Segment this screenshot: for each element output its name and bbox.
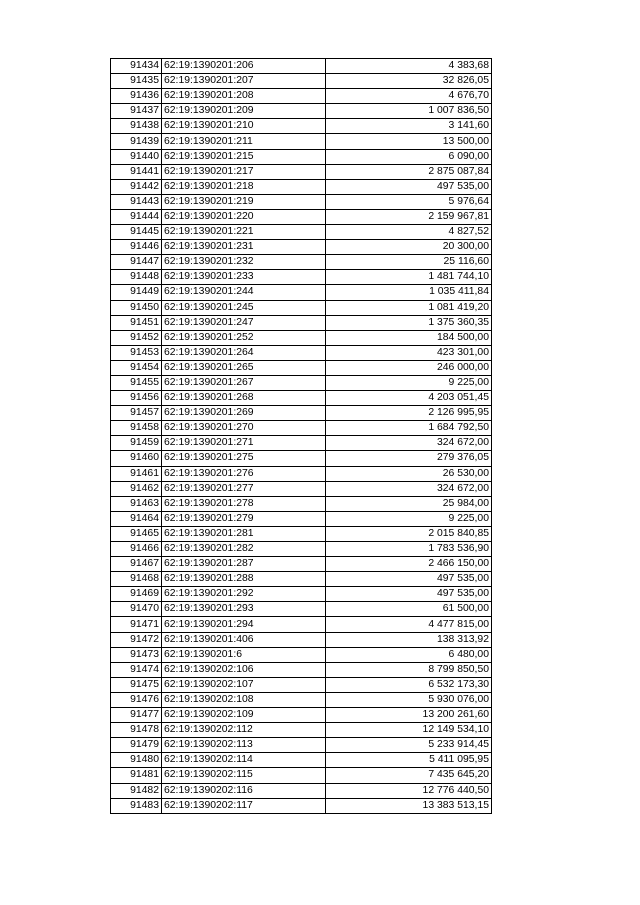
- table-row: [111, 240, 492, 255]
- table-row: [111, 738, 492, 753]
- cadastral-value-cell: 25 116,60: [326, 255, 492, 270]
- row-number-cell: 91446: [111, 240, 162, 255]
- table-row: [111, 194, 492, 209]
- cadastral-value-cell: 6 090,00: [326, 149, 492, 164]
- table-row: [111, 375, 492, 390]
- row-number-cell: 91477: [111, 708, 162, 723]
- table-row: [111, 647, 492, 662]
- table-row: [111, 104, 492, 119]
- row-number-cell: 91453: [111, 345, 162, 360]
- table-row: [111, 526, 492, 541]
- row-number-cell: 91440: [111, 149, 162, 164]
- row-number-cell: 91450: [111, 300, 162, 315]
- table-row: [111, 270, 492, 285]
- cadastral-value-cell: 2 875 087,84: [326, 164, 492, 179]
- cadastral-value-cell: 1 375 360,35: [326, 315, 492, 330]
- row-number-cell: 91456: [111, 391, 162, 406]
- row-number-cell: 91454: [111, 360, 162, 375]
- table-row: [111, 557, 492, 572]
- row-number-cell: 91472: [111, 632, 162, 647]
- table-row: [111, 179, 492, 194]
- cadastral-value-cell: 13 500,00: [326, 134, 492, 149]
- table-row: [111, 59, 492, 74]
- cadastral-value-cell: 5 233 914,45: [326, 738, 492, 753]
- table-row: [111, 542, 492, 557]
- cadastral-value-cell: 1 481 744,10: [326, 270, 492, 285]
- cadastral-number-cell: 62:19:1390201:267: [162, 375, 326, 390]
- cadastral-number-cell: 62:19:1390201:292: [162, 587, 326, 602]
- cadastral-value-cell: 497 535,00: [326, 179, 492, 194]
- cadastral-number-cell: 62:19:1390201:207: [162, 74, 326, 89]
- cadastral-value-cell: 5 411 095,95: [326, 753, 492, 768]
- table-row: [111, 708, 492, 723]
- table-row: [111, 496, 492, 511]
- row-number-cell: 91460: [111, 451, 162, 466]
- cadastral-number-cell: 62:19:1390202:112: [162, 723, 326, 738]
- cadastral-value-cell: 25 984,00: [326, 496, 492, 511]
- cadastral-value-cell: 2 126 995,95: [326, 406, 492, 421]
- row-number-cell: 91457: [111, 406, 162, 421]
- cadastral-number-cell: 62:19:1390201:215: [162, 149, 326, 164]
- cadastral-value-cell: 246 000,00: [326, 360, 492, 375]
- row-number-cell: 91471: [111, 617, 162, 632]
- cadastral-number-cell: 62:19:1390201:279: [162, 511, 326, 526]
- row-number-cell: 91449: [111, 285, 162, 300]
- cadastral-number-cell: 62:19:1390202:107: [162, 677, 326, 692]
- cadastral-value-cell: 2 015 840,85: [326, 526, 492, 541]
- cadastral-value-cell: 8 799 850,50: [326, 662, 492, 677]
- table-row: [111, 119, 492, 134]
- table-row: [111, 315, 492, 330]
- table-row: [111, 572, 492, 587]
- cadastral-number-cell: 62:19:1390201:206: [162, 59, 326, 74]
- cadastral-value-cell: 497 535,00: [326, 572, 492, 587]
- row-number-cell: 91455: [111, 375, 162, 390]
- cadastral-value-cell: 1 035 411,84: [326, 285, 492, 300]
- cadastral-number-cell: 62:19:1390201:270: [162, 421, 326, 436]
- cadastral-number-cell: 62:19:1390201:245: [162, 300, 326, 315]
- row-number-cell: 91464: [111, 511, 162, 526]
- table-row: [111, 632, 492, 647]
- cadastral-value-cell: 5 930 076,00: [326, 692, 492, 707]
- table-row: [111, 677, 492, 692]
- cadastral-value-cell: 497 535,00: [326, 587, 492, 602]
- cadastral-number-cell: 62:19:1390201:231: [162, 240, 326, 255]
- row-number-cell: 91479: [111, 738, 162, 753]
- table-body: [111, 59, 492, 814]
- row-number-cell: 91437: [111, 104, 162, 119]
- cadastral-value-cell: 423 301,00: [326, 345, 492, 360]
- table-row: [111, 255, 492, 270]
- table-row: [111, 360, 492, 375]
- cadastral-number-cell: 62:19:1390201:218: [162, 179, 326, 194]
- row-number-cell: 91436: [111, 89, 162, 104]
- cadastral-value-cell: 6 532 173,30: [326, 677, 492, 692]
- cadastral-number-cell: 62:19:1390201:293: [162, 602, 326, 617]
- cadastral-number-cell: 62:19:1390202:113: [162, 738, 326, 753]
- row-number-cell: 91467: [111, 557, 162, 572]
- row-number-cell: 91482: [111, 783, 162, 798]
- row-number-cell: 91435: [111, 74, 162, 89]
- table-row: [111, 134, 492, 149]
- row-number-cell: 91445: [111, 225, 162, 240]
- cadastral-number-cell: 62:19:1390201:264: [162, 345, 326, 360]
- cadastral-value-cell: 6 480,00: [326, 647, 492, 662]
- cadastral-value-cell: 5 976,64: [326, 194, 492, 209]
- row-number-cell: 91473: [111, 647, 162, 662]
- table-row: [111, 391, 492, 406]
- cadastral-number-cell: 62:19:1390201:208: [162, 89, 326, 104]
- cadastral-number-cell: 62:19:1390201:269: [162, 406, 326, 421]
- cadastral-number-cell: 62:19:1390201:287: [162, 557, 326, 572]
- table-row: [111, 692, 492, 707]
- cadastral-number-cell: 62:19:1390201:281: [162, 526, 326, 541]
- cadastral-value-cell: 13 200 261,60: [326, 708, 492, 723]
- row-number-cell: 91442: [111, 179, 162, 194]
- cadastral-value-cell: 1 684 792,50: [326, 421, 492, 436]
- row-number-cell: 91443: [111, 194, 162, 209]
- cadastral-value-cell: 9 225,00: [326, 375, 492, 390]
- table-row: [111, 723, 492, 738]
- cadastral-number-cell: 62:19:1390201:265: [162, 360, 326, 375]
- cadastral-number-cell: 62:19:1390201:278: [162, 496, 326, 511]
- table-row: [111, 164, 492, 179]
- cadastral-number-cell: 62:19:1390201:406: [162, 632, 326, 647]
- cadastral-value-cell: 1 783 536,90: [326, 542, 492, 557]
- row-number-cell: 91469: [111, 587, 162, 602]
- cadastral-value-cell: 4 477 815,00: [326, 617, 492, 632]
- cadastral-value-cell: 1 007 836,50: [326, 104, 492, 119]
- cadastral-number-cell: 62:19:1390201:221: [162, 225, 326, 240]
- table-row: [111, 602, 492, 617]
- table-row: [111, 768, 492, 783]
- cadastral-number-cell: 62:19:1390201:294: [162, 617, 326, 632]
- table-row: [111, 149, 492, 164]
- row-number-cell: 91452: [111, 330, 162, 345]
- row-number-cell: 91475: [111, 677, 162, 692]
- cadastral-value-cell: 4 203 051,45: [326, 391, 492, 406]
- cadastral-number-cell: 62:19:1390201:217: [162, 164, 326, 179]
- cadastral-number-cell: 62:19:1390202:108: [162, 692, 326, 707]
- cadastral-value-cell: 4 676,70: [326, 89, 492, 104]
- row-number-cell: 91462: [111, 481, 162, 496]
- row-number-cell: 91461: [111, 466, 162, 481]
- table-row: [111, 74, 492, 89]
- cadastral-number-cell: 62:19:1390201:277: [162, 481, 326, 496]
- cadastral-number-cell: 62:19:1390201:268: [162, 391, 326, 406]
- row-number-cell: 91463: [111, 496, 162, 511]
- row-number-cell: 91459: [111, 436, 162, 451]
- row-number-cell: 91478: [111, 723, 162, 738]
- cadastral-value-cell: 324 672,00: [326, 481, 492, 496]
- row-number-cell: 91483: [111, 798, 162, 813]
- cadastral-number-cell: 62:19:1390201:276: [162, 466, 326, 481]
- cadastral-value-cell: 61 500,00: [326, 602, 492, 617]
- cadastral-number-cell: 62:19:1390202:106: [162, 662, 326, 677]
- row-number-cell: 91438: [111, 119, 162, 134]
- cadastral-value-cell: 324 672,00: [326, 436, 492, 451]
- cadastral-number-cell: 62:19:1390202:109: [162, 708, 326, 723]
- cadastral-value-cell: 1 081 419,20: [326, 300, 492, 315]
- row-number-cell: 91474: [111, 662, 162, 677]
- row-number-cell: 91481: [111, 768, 162, 783]
- row-number-cell: 91468: [111, 572, 162, 587]
- row-number-cell: 91470: [111, 602, 162, 617]
- table-row: [111, 662, 492, 677]
- table-row: [111, 285, 492, 300]
- cadastral-value-cell: 9 225,00: [326, 511, 492, 526]
- cadastral-number-cell: 62:19:1390201:6: [162, 647, 326, 662]
- cadastral-value-cell: 32 826,05: [326, 74, 492, 89]
- table-row: [111, 406, 492, 421]
- cadastral-number-cell: 62:19:1390201:219: [162, 194, 326, 209]
- table-row: [111, 753, 492, 768]
- cadastral-number-cell: 62:19:1390201:288: [162, 572, 326, 587]
- row-number-cell: 91476: [111, 692, 162, 707]
- row-number-cell: 91439: [111, 134, 162, 149]
- cadastral-number-cell: 62:19:1390202:117: [162, 798, 326, 813]
- cadastral-value-cell: 138 313,92: [326, 632, 492, 647]
- cadastral-number-cell: 62:19:1390201:232: [162, 255, 326, 270]
- cadastral-number-cell: 62:19:1390201:271: [162, 436, 326, 451]
- table-row: [111, 783, 492, 798]
- cadastral-number-cell: 62:19:1390201:244: [162, 285, 326, 300]
- row-number-cell: 91465: [111, 526, 162, 541]
- row-number-cell: 91448: [111, 270, 162, 285]
- cadastral-value-cell: 20 300,00: [326, 240, 492, 255]
- cadastral-number-cell: 62:19:1390201:209: [162, 104, 326, 119]
- cadastral-value-cell: 184 500,00: [326, 330, 492, 345]
- row-number-cell: 91451: [111, 315, 162, 330]
- table-row: [111, 798, 492, 813]
- table-row: [111, 511, 492, 526]
- table-row: [111, 466, 492, 481]
- table-row: [111, 617, 492, 632]
- cadastral-value-cell: 279 376,05: [326, 451, 492, 466]
- cadastral-value-cell: 12 776 440,50: [326, 783, 492, 798]
- cadastral-number-cell: 62:19:1390202:114: [162, 753, 326, 768]
- cadastral-value-cell: 4 827,52: [326, 225, 492, 240]
- cadastral-number-cell: 62:19:1390202:115: [162, 768, 326, 783]
- table-row: [111, 330, 492, 345]
- cadastral-number-cell: 62:19:1390201:275: [162, 451, 326, 466]
- table-row: [111, 451, 492, 466]
- cadastral-number-cell: 62:19:1390202:116: [162, 783, 326, 798]
- table-row: [111, 300, 492, 315]
- cadastral-number-cell: 62:19:1390201:282: [162, 542, 326, 557]
- row-number-cell: 91447: [111, 255, 162, 270]
- table-row: [111, 587, 492, 602]
- cadastral-number-cell: 62:19:1390201:210: [162, 119, 326, 134]
- cadastral-number-cell: 62:19:1390201:252: [162, 330, 326, 345]
- cadastral-value-cell: 12 149 534,10: [326, 723, 492, 738]
- row-number-cell: 91444: [111, 209, 162, 224]
- cadastral-number-cell: 62:19:1390201:247: [162, 315, 326, 330]
- cadastral-number-cell: 62:19:1390201:211: [162, 134, 326, 149]
- table-row: [111, 436, 492, 451]
- cadastral-value-table: [110, 58, 492, 814]
- cadastral-number-cell: 62:19:1390201:233: [162, 270, 326, 285]
- cadastral-value-cell: 13 383 513,15: [326, 798, 492, 813]
- cadastral-value-cell: 26 530,00: [326, 466, 492, 481]
- cadastral-value-cell: 3 141,60: [326, 119, 492, 134]
- cadastral-value-cell: 2 466 150,00: [326, 557, 492, 572]
- table-row: [111, 225, 492, 240]
- row-number-cell: 91434: [111, 59, 162, 74]
- row-number-cell: 91441: [111, 164, 162, 179]
- table-row: [111, 421, 492, 436]
- row-number-cell: 91480: [111, 753, 162, 768]
- cadastral-value-cell: 2 159 967,81: [326, 209, 492, 224]
- row-number-cell: 91466: [111, 542, 162, 557]
- table-row: [111, 89, 492, 104]
- table-row: [111, 209, 492, 224]
- table-row: [111, 345, 492, 360]
- cadastral-value-cell: 4 383,68: [326, 59, 492, 74]
- row-number-cell: 91458: [111, 421, 162, 436]
- cadastral-number-cell: 62:19:1390201:220: [162, 209, 326, 224]
- cadastral-value-cell: 7 435 645,20: [326, 768, 492, 783]
- table-row: [111, 481, 492, 496]
